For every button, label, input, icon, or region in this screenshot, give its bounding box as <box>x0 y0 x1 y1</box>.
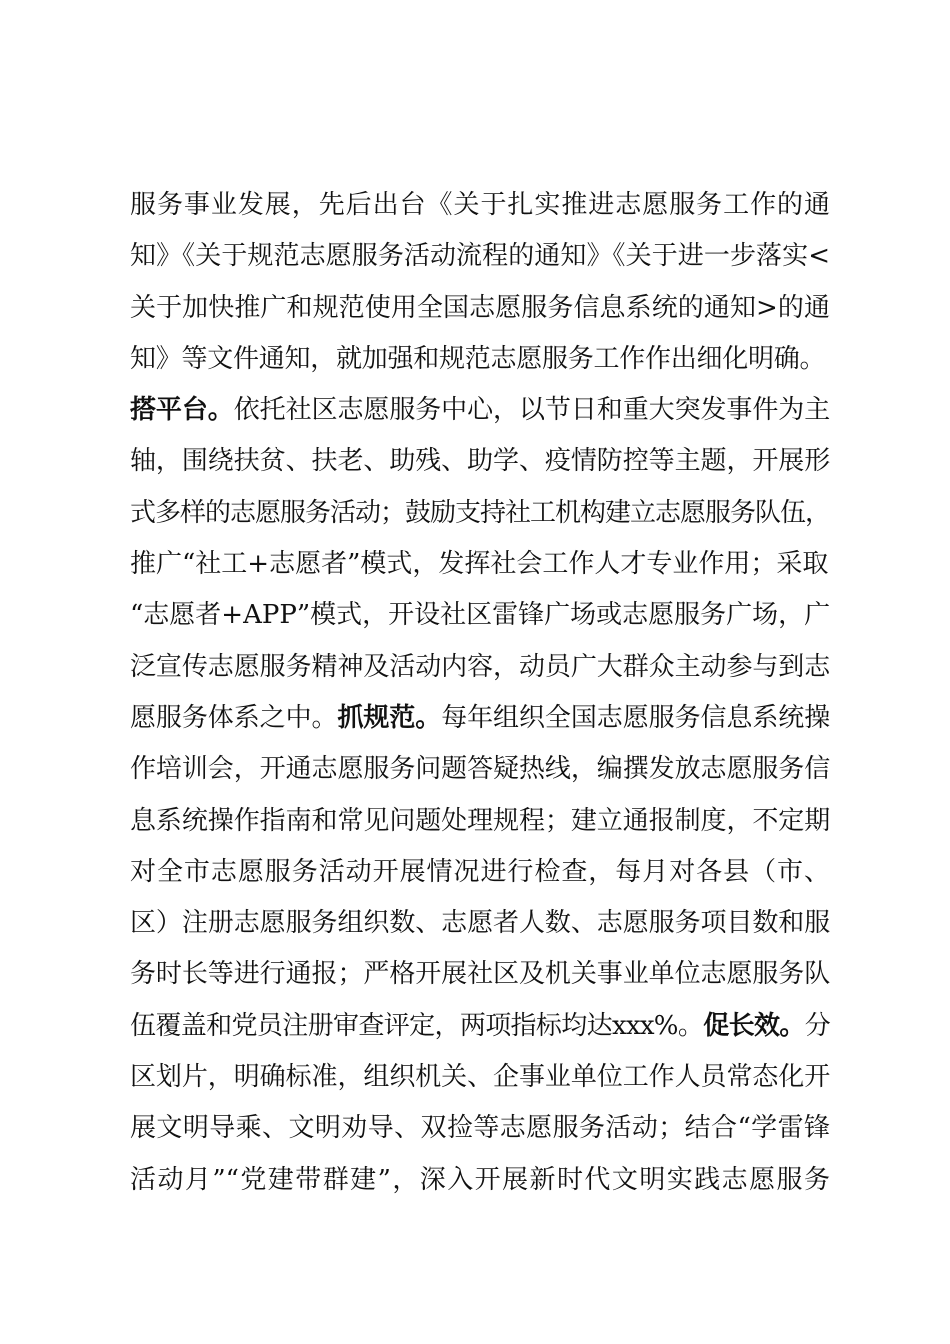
text-line <box>130 1001 830 1052</box>
text-line <box>130 949 830 1000</box>
text-line <box>130 1103 830 1154</box>
bold-heading: 搭平台。 <box>130 395 234 426</box>
text-segment: 区划片，明确标准，组织机关、企事业单位工作人员常态化开 <box>130 1062 830 1093</box>
body-text <box>130 180 830 1206</box>
text-segment: 分 <box>804 1010 830 1041</box>
text-segment: 关于加快推广和规范使用全国志愿服务信息系统的通知>的通 <box>130 292 830 323</box>
bold-heading: 抓规范。 <box>337 702 442 733</box>
text-segment: 泛宣传志愿服务精神及活动内容，动员广大群众主动参与到志 <box>130 651 830 682</box>
text-line <box>130 744 830 795</box>
text-line <box>130 642 830 693</box>
text-line <box>130 334 830 385</box>
text-segment: 活动月”“党建带群建”，深入开展新时代文明实践志愿服务 <box>130 1164 830 1195</box>
text-line <box>130 539 830 590</box>
text-line <box>130 180 830 231</box>
text-segment: 对全市志愿服务活动开展情况进行检查，每月对各县（市、 <box>130 856 830 887</box>
text-line <box>130 1052 830 1103</box>
text-segment: “志愿者+APP”模式，开设社区雷锋广场或志愿服务广场，广 <box>130 600 831 631</box>
text-line <box>130 283 830 334</box>
text-segment: 知》等文件通知，就加强和规范志愿服务工作作出细化明确。 <box>130 343 826 374</box>
text-line <box>130 436 830 487</box>
text-line <box>130 796 830 847</box>
text-segment: 依托社区志愿服务中心，以节日和重大突发事件为主 <box>233 395 830 426</box>
text-segment: 愿服务体系之中。 <box>130 702 338 733</box>
text-line <box>130 488 830 539</box>
text-line <box>130 693 830 744</box>
text-line <box>130 898 830 949</box>
text-segment: 服务事业发展，先后出台《关于扎实推进志愿服务工作的通 <box>130 190 830 220</box>
text-line <box>130 847 830 898</box>
text-line <box>130 231 830 282</box>
text-segment: 息系统操作指南和常见问题处理规程；建立通报制度，不定期 <box>130 805 830 836</box>
text-segment: 轴，围绕扶贫、扶老、助残、助学、疫情防控等主题，开展形 <box>130 446 830 477</box>
text-line <box>130 1155 830 1206</box>
text-segment: 区）注册志愿服务组织数、志愿者人数、志愿服务项目数和服 <box>130 908 830 939</box>
bold-heading: 促长效。 <box>703 1010 805 1041</box>
text-segment: 展文明导乘、文明劝导、双捡等志愿服务活动；结合“学雷锋 <box>130 1113 830 1144</box>
text-segment: 每年组织全国志愿服务信息系统操 <box>441 702 830 733</box>
text-segment: 知》《关于规范志愿服务活动流程的通知》《关于进一步落实< <box>130 241 830 272</box>
text-segment: 式多样的志愿服务活动；鼓励支持社工机构建立志愿服务队伍， <box>130 497 831 528</box>
text-line <box>130 385 830 436</box>
text-segment: 推广“社工+志愿者”模式，发挥社会工作人才专业作用；采取 <box>130 549 829 580</box>
text-segment: 伍覆盖和党员注册审查评定，两项指标均达xxx%。 <box>130 1010 704 1041</box>
text-line <box>130 590 830 641</box>
text-segment: 作培训会，开通志愿服务问题答疑热线，编撰发放志愿服务信 <box>130 754 830 785</box>
text-segment: 务时长等进行通报；严格开展社区及机关事业单位志愿服务队 <box>130 959 830 990</box>
